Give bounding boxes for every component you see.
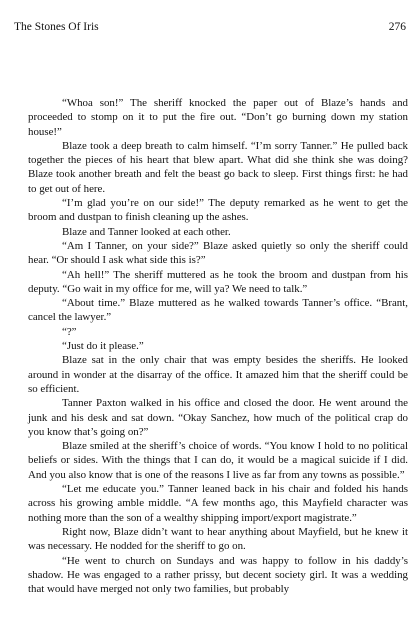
page-number: 276 bbox=[388, 21, 406, 33]
paragraph: Blaze sat in the only chair that was empty besides the sheriffs. He looked around in wonder at the disarray of the office. It amazed him that the sheriff could be so efficient. bbox=[28, 354, 408, 395]
page-body bbox=[28, 96, 408, 596]
paragraph: “Am I Tanner, on your side?” Blaze asked quietly so only the sheriff could hear. “Or should I ask what side this is?” bbox=[28, 239, 408, 267]
paragraph: “?” bbox=[62, 325, 77, 338]
page-header bbox=[14, 20, 406, 34]
paragraph: Blaze took a deep breath to calm himself. “I’m sorry Tanner.” He pulled back together the pieces of his heart that blew apart. What did she think she was doing? Blaze took another breath and felt the beast go back to sleep. First things first: he had to get out of here. bbox=[28, 139, 408, 195]
paragraph: Right now, Blaze didn’t want to hear anything about Mayfield, but he knew it was necessary. He nodded for the sheriff to go on. bbox=[28, 525, 408, 553]
paragraph: “Whoa son!” The sheriff knocked the paper out of Blaze’s hands and proceeded to stomp on it to put the fire out. “Don’t go burning down my station house!” bbox=[28, 97, 408, 138]
book-title: The Stones Of Iris bbox=[14, 21, 99, 33]
paragraph: “I’m glad you’re on our side!” The deputy remarked as he went to get the broom and dustpan to finish cleaning up the ashes. bbox=[28, 197, 408, 224]
paragraph: “Just do it please.” bbox=[62, 340, 144, 353]
paragraph: “He went to church on Sundays and was happy to follow in his daddy’s shadow. He was engaged to a rather prissy, but decent society girl. It was a wedding that would have merged not only two families, but probably bbox=[28, 554, 408, 596]
paragraph: “Let me educate you.” Tanner leaned back in his chair and folded his hands across his growing amble middle. “A few months ago, this Mayfield character was nothing more than the son of a wealthy shipping import/export magistrate.” bbox=[28, 483, 408, 524]
paragraph: “Ah hell!” The sheriff muttered as he took the broom and dustpan from his deputy. “Go wait in my office for me, will ya? We need to talk.” bbox=[28, 268, 408, 295]
paragraph: Tanner Paxton walked in his office and closed the door. He went around the junk and his desk and sat down. “Okay Sanchez, how much of the political crap do you know that’s going on?” bbox=[28, 397, 408, 438]
paragraph: Blaze smiled at the sheriff’s choice of words. “You know I hold to no political beliefs or sides. With the things that I can do, it would be a magical suicide if I did. And you also know that is one of the reasons I live as far from any towns as possible.” bbox=[28, 440, 408, 481]
paragraph: “About time.” Blaze muttered as he walked towards Tanner’s office. “Brant, cancel the lawyer.” bbox=[28, 297, 408, 324]
paragraph: Blaze and Tanner looked at each other. bbox=[62, 225, 231, 238]
